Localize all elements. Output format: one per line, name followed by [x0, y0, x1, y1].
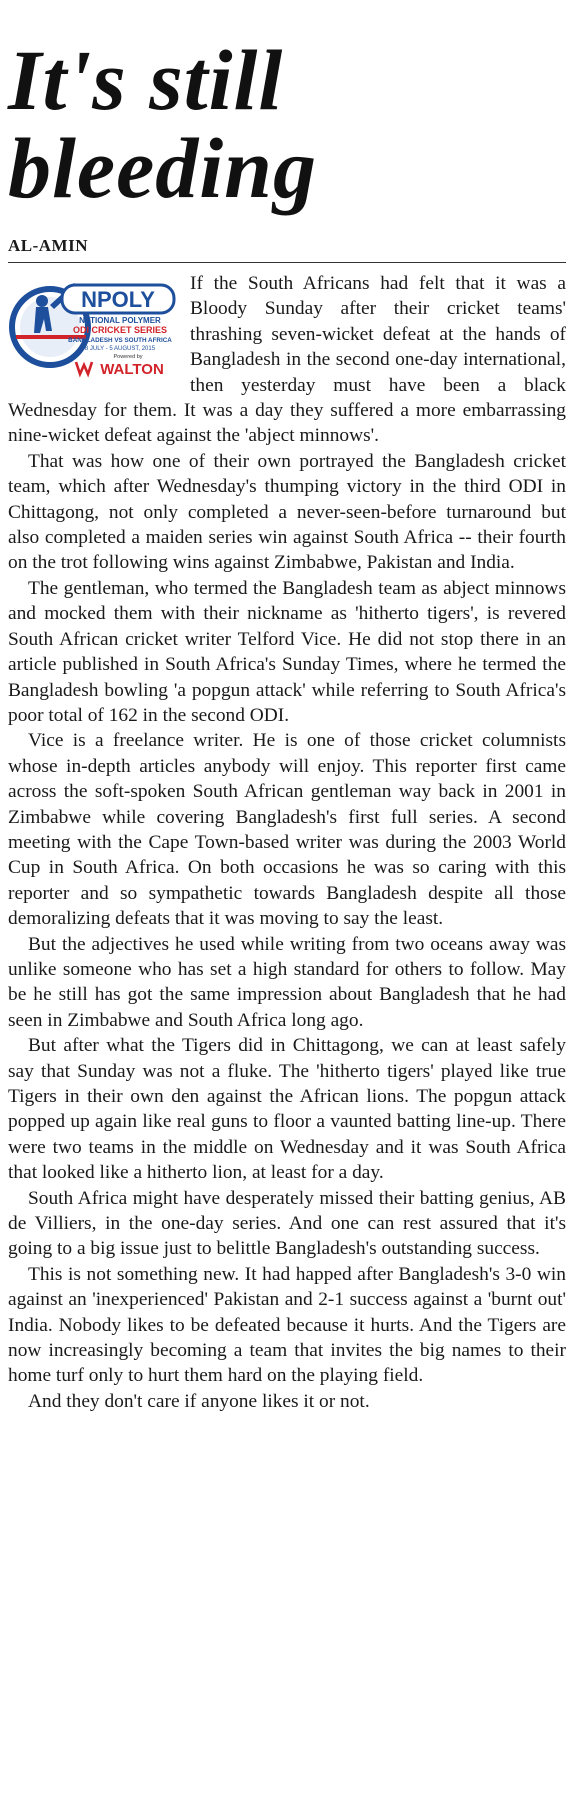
paragraph: If the South Africans had felt that it was a Bloody Sunday after their cricket teams' thrashing seven-wicket defeat at the hands of Bangladesh in the second one-day international, then yesterday must have been a black Wednesday for them. It was a day they suffered a more embarrassing nine-wicket defeat against the 'abject minnows'. — [8, 273, 566, 447]
paragraph: The gentleman, who termed the Bangladesh team as abject minnows and mocked them with their nickname as 'hitherto tigers', is revered South African cricket writer Telford Vice. He did not stop there in an article published in South Africa's Sunday Times, where he termed the Bangladesh bowling 'a popgun attack' while referring to South Africa's poor total of 162 in the second ODI. — [8, 577, 566, 726]
paragraph: But the adjectives he used while writing from two oceans away was unlike someone who has set a high standard for others to follow. May be he still has got the same impression about Bangladesh that he had seen in Zimbabwe and South Africa long ago. — [8, 933, 566, 1031]
series-logo — [8, 275, 180, 379]
paragraph: Vice is a freelance writer. He is one of those cricket columnists whose in-depth articles anybody will enjoy. This reporter first came across the soft-spoken South African gentleman way back in 2001 in Zimbabwe while covering Bangladesh's first full series. A second meeting with the Cape Town-based writer was during the 2003 World Cup in South Africa. On both occasions he was so caring with this reporter and so sympathetic towards Bangladesh despite all those demoralizing defeats that it was moving to say the least. — [8, 730, 566, 930]
paragraph: That was how one of their own portrayed the Bangladesh cricket team, which after Wednesday's thumping victory in the third ODI in Chittagong, not only completed a never-seen-before turnaround but also completed a maiden series win against South Africa -- their fourth on the trot following wins against Zimbabwe, Pakistan and India. — [8, 450, 566, 574]
logo-line-4: 8 JULY - 5 AUGUST, 2015 — [84, 346, 156, 352]
paragraph: And they don't care if anyone likes it or not. — [28, 1390, 370, 1412]
newspaper-page — [0, 32, 578, 1794]
paragraph: But after what the Tigers did in Chittagong, we can at least safely say that Sunday was not a fluke. The 'hitherto tigers' played like true Tigers in their own den against the African lions. The popgun attack popped up again like real guns to floor a vaunted batting line-up. There were two teams in the middle on Wednesday and it was South Africa that looked like a hitherto lion, at least for a day. — [8, 1035, 566, 1184]
headline-line-1: It's still — [8, 32, 284, 128]
logo-line-1: NATIONAL POLYMER — [79, 316, 161, 325]
paragraph: South Africa might have desperately missed their batting genius, AB de Villiers, in the one-day series. And one can rest assured that it's going to a big issue just to belittle Bangladesh's outstanding success. — [8, 1187, 566, 1260]
byline: AL-AMIN — [8, 236, 566, 263]
paragraph: This is not something new. It had happed after Bangladesh's 3-0 win against an 'inexperienced' Pakistan and 2-1 success against a 'burnt out' India. Nobody likes to be defeated because it hurts. And the Tigers are now increasingly becoming a team that invites the big names to their home turf only to hurt them hard on the playing field. — [8, 1263, 566, 1387]
walton-icon — [76, 362, 92, 374]
series-logo-graphic — [8, 275, 180, 379]
headline-line-2: bleeding — [8, 120, 317, 216]
headline — [8, 32, 566, 216]
article-body — [8, 271, 566, 1414]
logo-line-2: ODI CRICKET SERIES — [72, 325, 168, 335]
sponsor-text: WALTON — [100, 361, 164, 378]
logo-line-3: BANGLADESH VS SOUTH AFRICA — [68, 337, 172, 344]
logo-powered: Powered by — [113, 354, 143, 360]
brand-text: NPOLY — [81, 287, 155, 312]
